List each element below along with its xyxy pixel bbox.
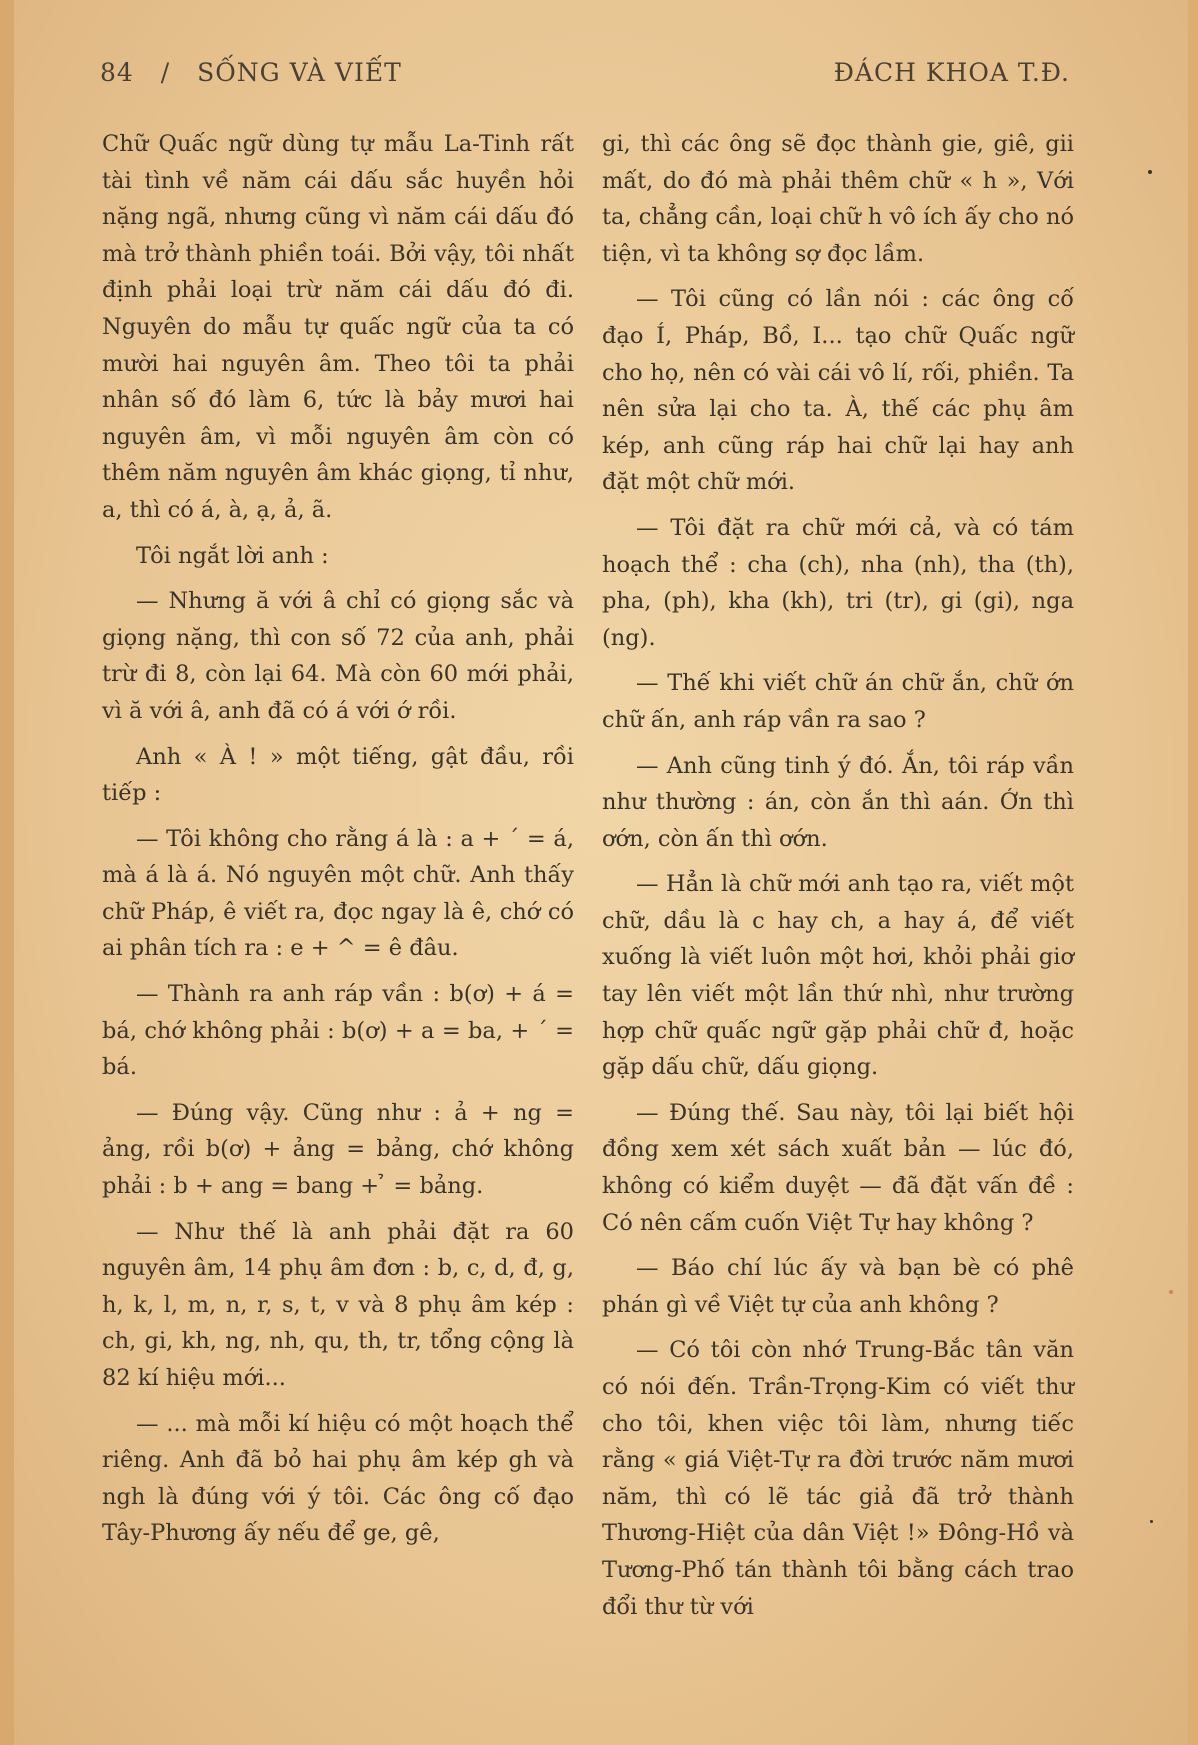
paragraph: — ... mà mỗi kí hiệu có một hoạch thể riêng. Anh đã bỏ hai phụ âm kép gh và ngh là đúng với ý tôi. Các ông cố đạo Tây-Phương ấy nếu để ge, gê, xyxy=(102,1410,574,1547)
section-title: SỐNG VÀ VIẾT xyxy=(197,58,402,87)
left-column xyxy=(102,126,574,1561)
ink-speck xyxy=(1148,170,1152,174)
paragraph: — Nhưng ă với â chỉ có giọng sắc và giọng nặng, thì con số 72 của anh, phải trừ đi 8, còn lại 64. Mà còn 60 mới phải, vì ă với â, anh đã có á với ớ rồi. xyxy=(102,588,574,724)
author-name: ĐÁCH KHOA T.Đ. xyxy=(833,58,1070,87)
paragraph: — Báo chí lúc ấy và bạn bè có phê phán gì về Việt tự của anh không ? xyxy=(602,1255,1074,1318)
paragraph: Anh « À ! » một tiếng, gật đầu, rồi tiếp : xyxy=(102,743,574,807)
paragraph: — Thành ra anh ráp vần : b(ơ) + á = bá, chớ không phải : b(ơ) + a = ba, + ´ = bá. xyxy=(102,981,574,1081)
paragraph: — Như thế là anh phải đặt ra 60 nguyên âm, 14 phụ âm đơn : b, c, d, đ, g, h, k, l, m, n, r, s, t, v và 8 phụ âm kép : ch, gi, kh, ng, nh, qu, th, tr, tổng cộng là 82 kí hiệu mới... xyxy=(102,1218,574,1391)
page-edge-left xyxy=(0,0,14,1745)
paragraph: — Thế khi viết chữ án chữ ắn, chữ ớn chữ ấn, anh ráp vần ra sao ? xyxy=(602,670,1074,733)
paragraph: — Đúng thế. Sau này, tôi lại biết hội đồng xem xét sách xuất bản — lúc đó, không có kiểm duyệt — đã đặt vấn đề : Có nên cấm cuốn Việt Tự hay không ? xyxy=(602,1099,1074,1236)
paragraph: — Tôi không cho rằng á là : a + ´ = á, mà á là á. Nó nguyên một chữ. Anh thấy chữ Pháp, ê viết ra, đọc ngay là ê, chớ có ai phân tích ra : e + ^ = ê đâu. xyxy=(102,825,574,962)
page-number: 84 xyxy=(100,58,134,87)
ink-speck xyxy=(1169,1290,1173,1294)
header-separator: / xyxy=(160,58,171,87)
paragraph: — Tôi cũng có lần nói : các ông cố đạo Í, Pháp, Bồ, I... tạo chữ Quấc ngữ cho họ, nên có vài cái vô lí, rối, phiền. Ta nên sửa lại cho ta. À, thế các phụ âm kép, anh cũng ráp hai chữ lại hay anh đặt một chữ mới. xyxy=(602,286,1074,496)
page-edge-right xyxy=(1188,0,1198,1745)
paragraph: — Đúng vậy. Cũng như : ả + ng = ảng, rồi b(ơ) + ảng = bảng, chớ không phải : b + ang = bang + ̉ = bảng. xyxy=(102,1099,574,1200)
right-column xyxy=(602,126,1074,1634)
paragraph: — Hẳn là chữ mới anh tạo ra, viết một chữ, dầu là c hay ch, a hay á, để viết xuống là viết luôn một hơi, khỏi phải giơ tay lên viết một lần thứ nhì, như trường hợp chữ quấc ngữ gặp phải chữ đ, hoặc gặp dấu chữ, dấu giọng. xyxy=(602,871,1074,1081)
paragraph: Chữ Quấc ngữ dùng tự mẫu La-Tinh rất tài tình về năm cái dấu sắc huyền hỏi nặng ngã, nhưng cũng vì năm cái dấu đó mà trở thành phiền toái. Bởi vậy, tôi nhất định phải loại trừ năm cái dấu đó đi. Nguyên do mẫu tự quấc ngữ của ta có mười hai nguyên âm. Theo tôi ta phải nhân số đó làm 6, tức là bảy mươi hai nguyên âm, vì mỗi nguyên âm còn có thêm năm nguyên âm khác giọng, tỉ như, a, thì có á, à, ạ, ả, ã. xyxy=(102,131,574,523)
paragraph: Tôi ngắt lời anh : xyxy=(136,542,329,569)
paragraph: — Tôi đặt ra chữ mới cả, và có tám hoạch thể : cha (ch), nha (nh), tha (th), pha, (ph), kha (kh), tri (tr), gi (gi), nga (ng). xyxy=(602,514,1074,651)
header-left xyxy=(100,58,402,87)
paragraph: — Có tôi còn nhớ Trung-Bắc tân văn có nói đến. Trần-Trọng-Kim có viết thư cho tôi, khen việc tôi làm, nhưng tiếc rằng « giá Việt-Tự ra đời trước năm mươi năm, thì có lẽ tác giả đã trở thành Thương-Hiệt của dân Việt !» Đông-Hồ và Tương-Phố tán thành tôi bằng cách trao đổi thư từ với xyxy=(602,1337,1074,1620)
ink-speck xyxy=(1150,1520,1153,1523)
paragraph: — Anh cũng tinh ý đó. Ắn, tôi ráp vần như thường : án, còn ắn thì aán. Ớn thì ơớn, còn ấn thì ơớn. xyxy=(602,752,1074,852)
paragraph: gi, thì các ông sẽ đọc thành gie, giê, gii mất, do đó mà phải thêm chữ « h », Với ta, chẳng cần, loại chữ h vô ích ấy cho nó tiện, vì ta không sợ đọc lầm. xyxy=(602,131,1074,267)
running-header xyxy=(100,58,1070,98)
